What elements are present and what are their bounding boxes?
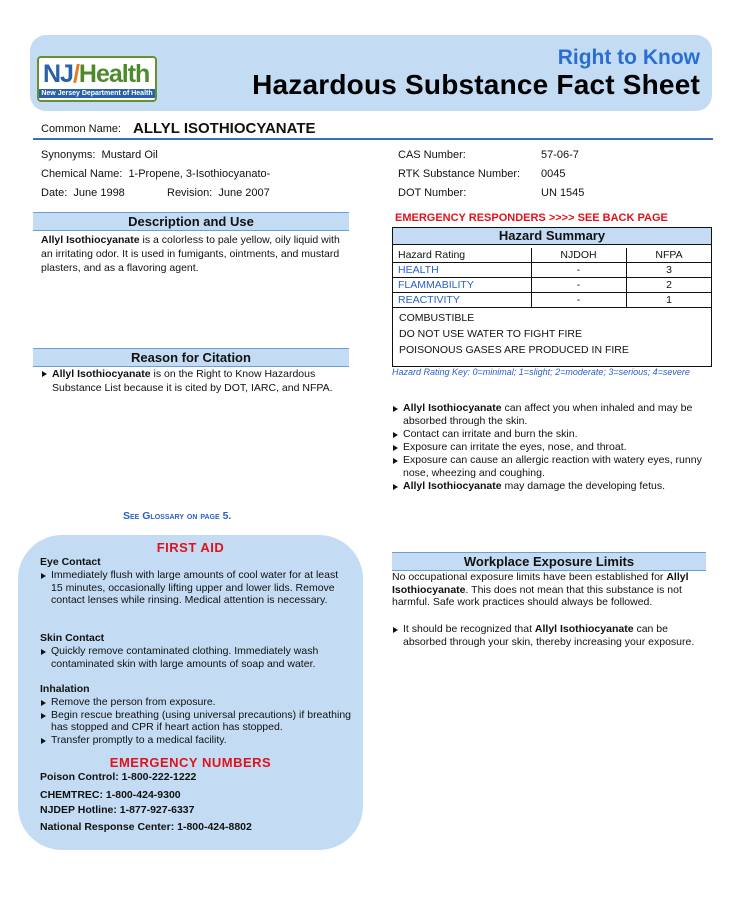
hazard-nfpa: 1 — [666, 294, 672, 306]
hazard-njdoh: - — [576, 279, 581, 291]
dot-label: DOT Number: — [398, 187, 467, 199]
emergency-number: Poison Control: 1-800-222-1222 — [40, 771, 197, 783]
inhalation-list — [40, 696, 352, 746]
eye-contact-list — [40, 569, 346, 607]
effect-item — [392, 428, 710, 441]
dot-value: UN 1545 — [541, 187, 585, 199]
inhalation-item: Begin rescue breathing (using universal precautions) if breathing has stopped and CPR if heart action has stopped. — [40, 709, 352, 734]
hazard-rating-key: Hazard Rating Key: 0=minimal; 1=slight; 2=moderate; 3=serious; 4=severe — [392, 367, 690, 377]
hazard-njdoh: - — [576, 264, 581, 276]
date-row — [41, 187, 125, 199]
emergency-number: National Response Center: 1-800-424-8802 — [40, 821, 252, 833]
common-name-value: ALLYL ISOTHIOCYANATE — [133, 120, 316, 137]
glossary-link[interactable]: See Glossary on page 5. — [123, 510, 232, 522]
effect-bold: Allyl Isothiocyanate — [403, 480, 502, 492]
logo-nj: NJ — [43, 60, 73, 88]
hazard-nfpa: 3 — [666, 264, 672, 276]
skin-contact-list — [40, 645, 350, 670]
chemical-name-value: 1-Propene, 3-Isothiocyanato- — [128, 168, 271, 180]
inhalation-item: Remove the person from exposure. — [40, 696, 352, 709]
description-heading: Description and Use — [33, 212, 349, 231]
hazard-note: COMBUSTIBLE — [399, 312, 475, 324]
hazard-note: DO NOT USE WATER TO FIGHT FIRE — [399, 328, 582, 340]
logo-divider-icon: / — [72, 60, 79, 88]
workplace-bullet-bold: Allyl Isothiocyanate — [534, 623, 634, 635]
hazard-notes — [399, 310, 705, 358]
workplace-bullet-after: can be absorbed through your skin, thereby increasing your exposure. — [403, 623, 695, 648]
right-to-know-label: Right to Know — [557, 46, 700, 69]
effect-item — [392, 402, 710, 428]
hazard-header-nfpa: NFPA — [655, 249, 683, 261]
skin-contact-item: Quickly remove contaminated clothing. Immediately wash contaminated skin with large amounts of soap and water. — [40, 645, 350, 670]
workplace-text-before: No occupational exposure limits have been established for — [392, 571, 667, 583]
skin-contact-heading: Skin Contact — [40, 632, 105, 644]
table-divider — [626, 248, 627, 308]
logo-wordmark — [43, 60, 149, 88]
rtk-label: RTK Substance Number: — [398, 168, 521, 180]
effect-text: Exposure can cause an allergic reaction with watery eyes, runny nose, wheezing and coughing. — [403, 454, 702, 479]
emergency-number: NJDEP Hotline: 1-877-927-6337 — [40, 804, 195, 816]
page-title: Hazardous Substance Fact Sheet — [252, 69, 700, 100]
effect-bold: Allyl Isothiocyanate — [403, 402, 502, 414]
effect-item — [392, 454, 710, 480]
description-bold: Allyl Isothiocyanate — [41, 234, 140, 246]
hazard-nfpa: 2 — [666, 279, 672, 291]
effect-item — [392, 441, 710, 454]
rtk-value: 0045 — [541, 168, 566, 180]
synonyms-row — [41, 149, 158, 161]
inhalation-heading: Inhalation — [40, 683, 90, 695]
common-name-label: Common Name: — [41, 123, 122, 135]
citation-heading: Reason for Citation — [33, 348, 349, 367]
emergency-number: CHEMTREC: 1-800-424-9300 — [40, 789, 181, 801]
logo-health: Health — [78, 60, 150, 88]
hazard-header-row — [392, 248, 712, 263]
eye-contact-heading: Eye Contact — [40, 556, 101, 568]
chemical-name-label: Chemical Name: — [41, 168, 123, 180]
revision-value: June 2007 — [218, 187, 270, 199]
revision-row — [167, 187, 270, 199]
effect-text: Contact can irritate and burn the skin. — [403, 428, 578, 440]
workplace-text-after: . This does not mean that this substance is not harmful. Safe work practices should always be followed. — [392, 583, 682, 608]
hazard-name: HEALTH — [398, 264, 439, 276]
hazard-name: REACTIVITY — [398, 294, 460, 306]
description-body: is a colorless to pale yellow, oily liquid with an irritating odor. It is used in fumigants, ointments, and mustard plasters, and as a flavoring agent. — [41, 234, 340, 274]
eye-contact-item: Immediately flush with large amounts of cool water for at least 15 minutes, occasionally lifting upper and lower lids. Remove contact lenses while rinsing. Medical attention is necessary. — [40, 569, 346, 607]
citation-item — [41, 367, 349, 395]
effect-text: can affect you when inhaled and may be absorbed through the skin. — [403, 402, 693, 427]
citation-bold: Allyl Isothiocyanate — [52, 368, 151, 380]
effects-list — [392, 402, 710, 493]
hazard-header-njdoh: NJDOH — [560, 249, 597, 261]
effect-item — [392, 480, 710, 493]
logo-subtitle: New Jersey Department of Health — [39, 89, 155, 98]
revision-label: Revision: — [167, 187, 213, 199]
emergency-responders-note: EMERGENCY RESPONDERS >>>> SEE BACK PAGE — [395, 212, 668, 224]
effect-text: may damage the developing fetus. — [501, 480, 666, 492]
date-value: June 1998 — [73, 187, 125, 199]
workplace-list — [392, 623, 707, 648]
hazard-njdoh: - — [576, 294, 581, 306]
hazard-row — [392, 278, 712, 293]
table-divider — [531, 248, 532, 308]
description-text — [41, 233, 346, 275]
hazard-note: POISONOUS GASES ARE PRODUCED IN FIRE — [399, 344, 629, 356]
citation-body: is on the Right to Know Hazardous Substance List because it is cited by DOT, IARC, and NFPA. — [52, 368, 333, 394]
hazard-row — [392, 263, 712, 278]
workplace-bullet-before: It should be recognized that — [403, 623, 535, 635]
synonyms-label: Synonyms: — [41, 149, 96, 161]
citation-list — [41, 367, 349, 395]
hazard-name: FLAMMABILITY — [398, 279, 474, 291]
emergency-numbers-heading: EMERGENCY NUMBERS — [109, 755, 272, 770]
chemical-name-row — [41, 168, 270, 180]
hazard-row — [392, 293, 712, 308]
first-aid-heading: FIRST AID — [156, 540, 225, 555]
cas-label: CAS Number: — [398, 149, 466, 161]
nj-health-logo — [37, 56, 157, 102]
workplace-bold: Allyl Isothiocyanate — [392, 571, 689, 596]
cas-value: 57-06-7 — [541, 149, 579, 161]
workplace-heading: Workplace Exposure Limits — [392, 552, 706, 571]
effect-text: Exposure can irritate the eyes, nose, and throat. — [403, 441, 627, 453]
hazard-header-rating: Hazard Rating — [398, 249, 466, 261]
workplace-item — [392, 623, 707, 648]
common-name-divider — [33, 138, 713, 140]
date-label: Date: — [41, 187, 68, 199]
synonyms-value: Mustard Oil — [101, 149, 158, 161]
workplace-text — [392, 571, 710, 609]
inhalation-item: Transfer promptly to a medical facility. — [40, 734, 352, 747]
hazard-summary-title: Hazard Summary — [392, 227, 712, 245]
